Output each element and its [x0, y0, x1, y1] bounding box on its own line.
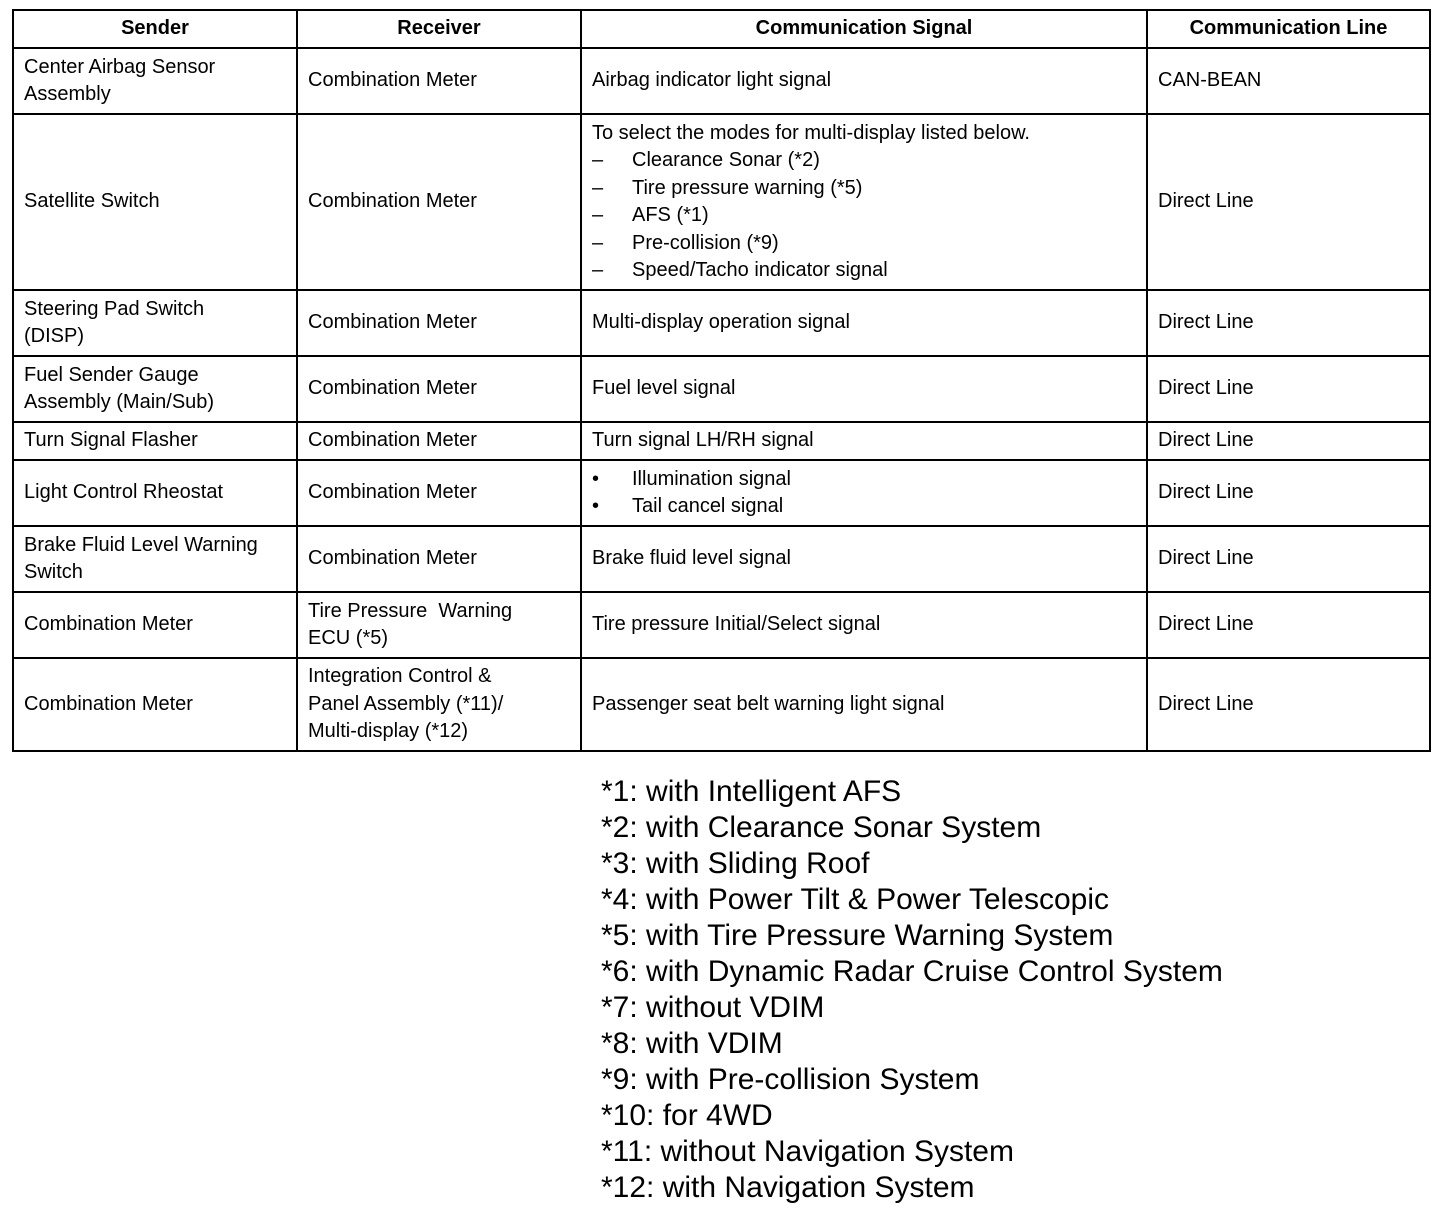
table-row	[13, 48, 1430, 114]
sender-cell	[13, 356, 297, 422]
dash-marker: –	[592, 231, 604, 254]
footnote: *7: without VDIM	[601, 991, 825, 1024]
signal-item-text: Tail cancel signal	[632, 495, 784, 517]
receiver-cell	[297, 48, 581, 114]
line-cell: Direct Line	[1147, 114, 1430, 290]
receiver-text: Combination Meter	[308, 377, 477, 400]
header-sender: Sender	[13, 10, 297, 48]
signal-text: Passenger seat belt warning light signal	[592, 692, 945, 715]
table-row	[13, 422, 1430, 460]
signal-cell	[581, 526, 1147, 592]
footnote: *3: with Sliding Roof	[601, 847, 870, 880]
signal-cell	[581, 658, 1147, 751]
signal-item-text: Illumination signal	[632, 467, 791, 490]
sender-cell	[13, 460, 297, 526]
footnote: *5: with Tire Pressure Warning System	[601, 919, 1114, 952]
sender-text: (DISP)	[24, 325, 84, 347]
header-receiver: Receiver	[297, 10, 581, 48]
receiver-text: ECU (*5)	[308, 627, 389, 649]
signal-cell	[581, 422, 1147, 460]
line-cell: Direct Line	[1147, 356, 1430, 422]
footnotes-list	[601, 774, 1401, 1206]
dash-marker: –	[592, 204, 604, 226]
receiver-cell	[297, 290, 581, 356]
signal-list-item	[592, 257, 1136, 285]
signal-text: Tire pressure Initial/Select signal	[592, 613, 881, 636]
footnote: *6: with Dynamic Radar Cruise Control System	[601, 955, 1223, 988]
signal-list-item	[592, 230, 1136, 258]
table-row	[13, 526, 1430, 592]
footnote: *4: with Power Tilt & Power Telescopic	[601, 883, 1109, 916]
receiver-cell	[297, 422, 581, 460]
line-cell: Direct Line	[1147, 460, 1430, 526]
sender-text: Fuel Sender Gauge	[24, 363, 199, 386]
signal-list-item	[592, 147, 1136, 175]
table-row	[13, 290, 1430, 356]
communication-table	[12, 9, 1431, 752]
sender-text: Steering Pad Switch	[24, 297, 205, 320]
line-cell: Direct Line	[1147, 422, 1430, 460]
signal-list-item	[592, 175, 1136, 203]
line-cell: Direct Line	[1147, 658, 1430, 751]
sender-cell	[13, 48, 297, 114]
signal-item-text: AFS (*1)	[632, 204, 709, 226]
table-row	[13, 114, 1430, 290]
signal-text: Turn signal LH/RH signal	[592, 429, 814, 452]
receiver-cell	[297, 526, 581, 592]
line-cell: Direct Line	[1147, 526, 1430, 592]
sender-text: Center Airbag Sensor	[24, 55, 216, 78]
sender-text: Turn Signal Flasher	[24, 429, 198, 452]
sender-cell	[13, 658, 297, 751]
receiver-text: Combination Meter	[308, 69, 477, 92]
receiver-text: Combination Meter	[308, 429, 477, 452]
receiver-text: Combination Meter	[308, 481, 477, 504]
sender-cell	[13, 422, 297, 460]
footnote: *10: for 4WD	[601, 1099, 773, 1132]
line-cell: Direct Line	[1147, 290, 1430, 356]
footnote: *2: with Clearance Sonar System	[601, 811, 1042, 844]
sender-cell	[13, 290, 297, 356]
signal-text: Fuel level signal	[592, 377, 736, 400]
receiver-text: Combination Meter	[308, 547, 477, 570]
receiver-cell	[297, 592, 581, 658]
table-header-row	[13, 10, 1430, 48]
line-cell: Direct Line	[1147, 592, 1430, 658]
signal-cell	[581, 48, 1147, 114]
sender-text: Combination Meter	[24, 692, 193, 715]
table-row	[13, 658, 1430, 751]
table-row	[13, 356, 1430, 422]
sender-text: Brake Fluid Level Warning	[24, 533, 258, 556]
signal-cell	[581, 592, 1147, 658]
signal-list-item	[592, 202, 1136, 230]
table-row	[13, 592, 1430, 658]
signal-cell	[581, 114, 1147, 290]
signal-item-text: Pre-collision (*9)	[632, 231, 779, 254]
signal-item-text: Tire pressure warning (*5)	[632, 176, 863, 199]
signal-text: Multi-display operation signal	[592, 311, 850, 334]
sender-text: Assembly (Main/Sub)	[24, 391, 215, 413]
line-cell: CAN-BEAN	[1147, 48, 1430, 114]
footnote: *9: with Pre-collision System	[601, 1063, 980, 1096]
footnote: *1: with Intelligent AFS	[601, 775, 902, 808]
table-row	[13, 460, 1430, 526]
bullet-marker: •	[592, 467, 600, 490]
sender-text: Satellite Switch	[24, 190, 160, 213]
signal-item-text: Speed/Tacho indicator signal	[632, 259, 888, 281]
sender-cell	[13, 526, 297, 592]
receiver-text: Combination Meter	[308, 311, 477, 334]
receiver-text: Integration Control &	[308, 665, 492, 688]
signal-cell	[581, 460, 1147, 526]
receiver-text: Panel Assembly (*11)/	[308, 692, 504, 715]
header-communication-signal: Communication Signal	[581, 10, 1147, 48]
signal-list-item	[592, 493, 1136, 521]
signal-text: Brake fluid level signal	[592, 547, 791, 570]
footnote: *12: with Navigation System	[601, 1171, 975, 1204]
signal-cell	[581, 290, 1147, 356]
signal-text: Airbag indicator light signal	[592, 69, 832, 92]
sender-text: Light Control Rheostat	[24, 481, 224, 504]
receiver-cell	[297, 114, 581, 290]
footnote: *11: without Navigation System	[601, 1135, 1014, 1168]
signal-item-text: Clearance Sonar (*2)	[632, 149, 820, 171]
footnote: *8: with VDIM	[601, 1027, 783, 1060]
sender-cell	[13, 592, 297, 658]
bullet-marker: •	[592, 495, 600, 517]
sender-text: Assembly	[24, 83, 111, 105]
receiver-text: Multi-display (*12)	[308, 720, 469, 743]
dash-marker: –	[592, 259, 604, 281]
signal-text: To select the modes for multi-display listed below.	[592, 121, 1030, 144]
header-communication-line: Communication Line	[1147, 10, 1430, 48]
sender-text: Combination Meter	[24, 613, 193, 636]
sender-text: Switch	[24, 561, 83, 583]
receiver-text: Tire Pressure Warning	[308, 599, 513, 622]
dash-marker: –	[592, 149, 604, 171]
dash-marker: –	[592, 176, 604, 199]
receiver-cell	[297, 356, 581, 422]
signal-list-item	[592, 466, 1136, 494]
receiver-text: Combination Meter	[308, 190, 477, 213]
signal-cell	[581, 356, 1147, 422]
receiver-cell	[297, 460, 581, 526]
sender-cell	[13, 114, 297, 290]
receiver-cell	[297, 658, 581, 751]
